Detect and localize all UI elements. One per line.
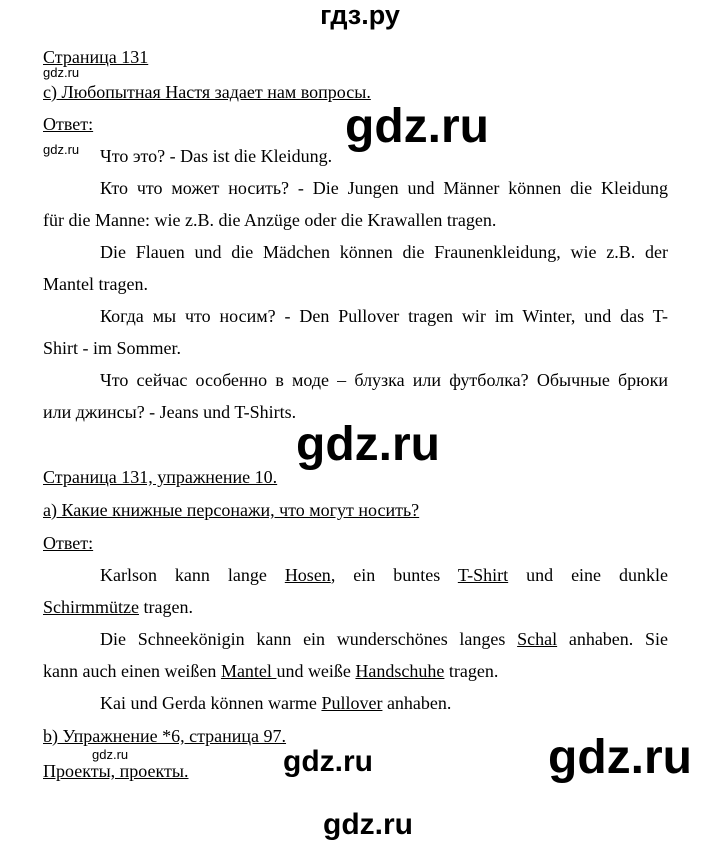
- word-pullover: Pullover: [321, 693, 383, 713]
- answer-line: Когда мы что носим? - Den Pullover tragen wir im Winter, und das T-: [100, 306, 668, 326]
- word-schirmmuetze: Schirmmütze: [43, 597, 139, 617]
- answer-line: Schirmmütze tragen.: [43, 597, 193, 617]
- word-mantel: Mantel: [220, 661, 277, 681]
- word-tshirt: T-Shirt: [457, 565, 509, 585]
- small-watermark-2: gdz.ru: [43, 142, 80, 157]
- answer-line: или джинсы? - Jeans und T-Shirts.: [43, 402, 297, 422]
- task-heading: с) Любопытная Настя задает нам вопросы.: [43, 82, 371, 102]
- answer-line: Mantel tragen.: [43, 274, 148, 294]
- watermark-1: gdz.ru: [345, 100, 489, 153]
- top-watermark: гдз.ру: [320, 0, 400, 30]
- answer-line: Shirt - im Sommer.: [43, 338, 182, 358]
- task-heading: а) Какие книжные персонажи, что могут носить?: [43, 500, 420, 520]
- word-handschuhe: Handschuhe: [355, 661, 445, 681]
- watermark-4: gdz.ru: [548, 731, 692, 784]
- answer-line: Karlson kann lange Hosen, ein buntes T-Shirt und eine dunkle: [100, 565, 668, 585]
- watermark-3: gdz.ru: [283, 745, 373, 778]
- task-heading: b) Упражнение *6, страница 97.: [43, 726, 287, 746]
- answer-line: Die Flauen und die Mädchen können die Fraunenkleidung, wie z.B. der: [100, 242, 668, 262]
- word-hosen: Hosen: [284, 565, 331, 585]
- answer-line: kann auch einen weißen Mantel und weiße Handschuhe tragen.: [43, 661, 499, 681]
- project-title: Проекты, проекты.: [43, 761, 189, 781]
- watermark-2: gdz.ru: [296, 418, 440, 471]
- small-watermark-3: gdz.ru: [92, 747, 129, 762]
- word-schal: Schal: [517, 629, 558, 649]
- page-heading: Страница 131: [43, 47, 149, 67]
- answer-line: Что это? - Das ist die Kleidung.: [100, 146, 333, 166]
- small-watermark-1: gdz.ru: [43, 65, 80, 80]
- answer-label: Ответ:: [43, 533, 94, 553]
- answer-line: Kai und Gerda können warme Pullover anhaben.: [100, 693, 452, 713]
- answer-line: Die Schneekönigin kann ein wunderschönes langes Schal anhaben. Sie: [100, 629, 668, 649]
- page-heading: Страница 131, упражнение 10.: [43, 467, 278, 487]
- answer-line: Кто что может носить? - Die Jungen und Männer können die Kleidung: [100, 178, 668, 198]
- watermark-5: gdz.ru: [323, 808, 413, 841]
- answer-line: für die Manne: wie z.B. die Anzüge oder die Krawallen tragen.: [43, 210, 497, 230]
- answer-label: Ответ:: [43, 114, 94, 134]
- answer-line: Что сейчас особенно в моде – блузка или футболка? Обычные брюки: [100, 370, 668, 390]
